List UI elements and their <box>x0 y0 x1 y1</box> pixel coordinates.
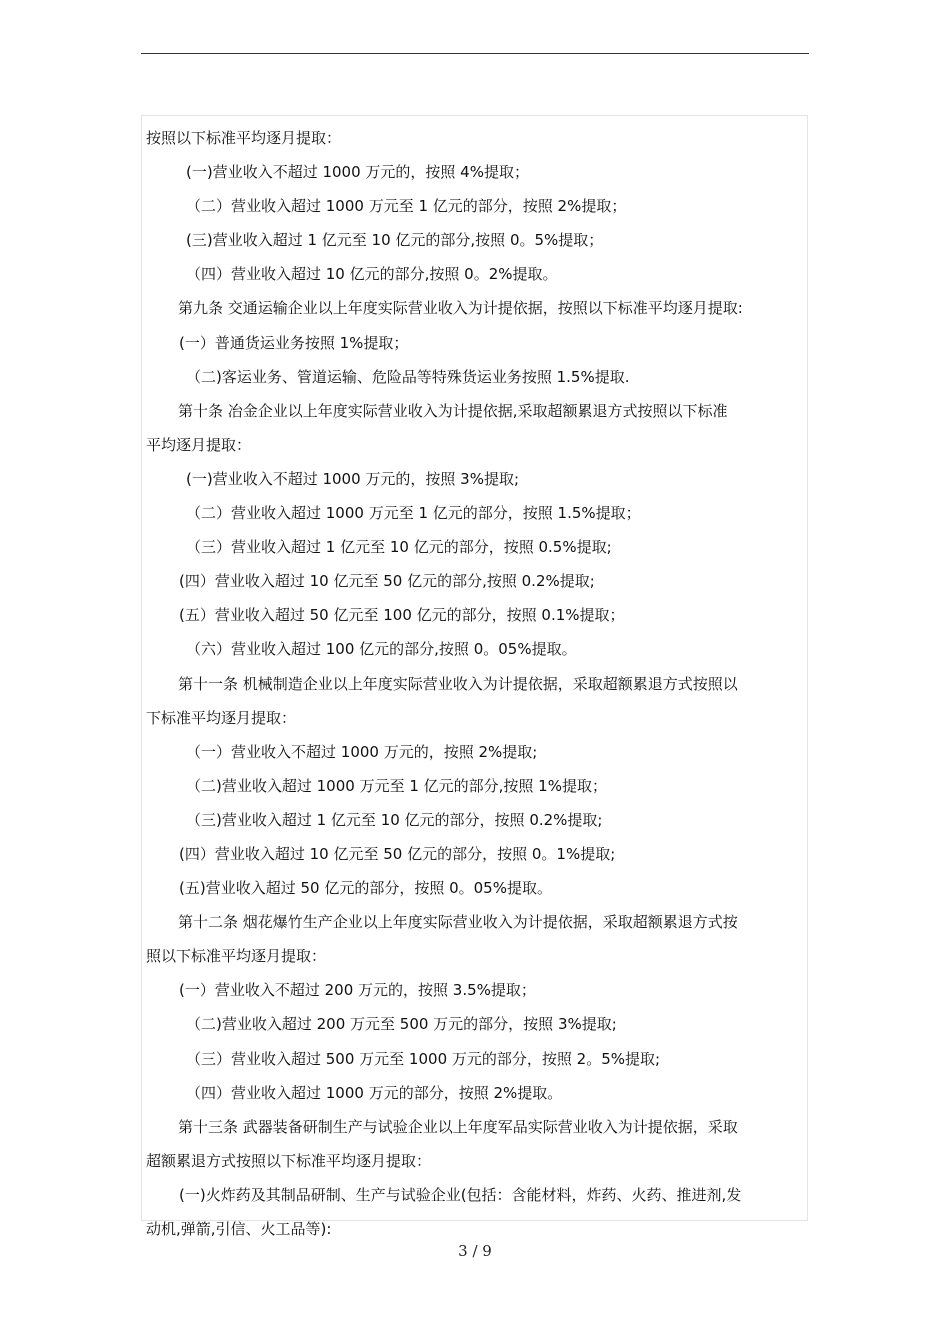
text-line: 动机,弹箭,引信、火工品等): <box>146 1220 332 1238</box>
text-line: （四）营业收入超过 10 亿元的部分,按照 0。2%提取。 <box>186 265 558 284</box>
article-heading-line: 第十条 冶金企业以上年度实际营业收入为计提依据,采取超额累退方式按照以下标准 <box>178 401 728 420</box>
article-heading-line: 第十一条 机械制造企业以上年度实际营业收入为计提依据，采取超额累退方式按照以 <box>178 674 738 693</box>
header-rule <box>141 53 809 54</box>
text-line: （六）营业收入超过 100 亿元的部分,按照 0。05%提取。 <box>186 640 577 659</box>
text-line: 平均逐月提取： <box>146 435 252 454</box>
text-line: （二)营业收入超过 1000 万元至 1 亿元的部分,按照 1%提取； <box>186 776 607 795</box>
text-line: 照以下标准平均逐月提取： <box>146 947 327 966</box>
text-line: 下标准平均逐月提取： <box>146 708 297 727</box>
text-line: (一）普通货运业务按照 1%提取； <box>179 333 409 352</box>
text-line: （二）营业收入超过 1000 万元至 1 亿元的部分，按照 1.5%提取； <box>186 504 641 523</box>
text-line: （二）营业收入超过 1000 万元至 1 亿元的部分，按照 2%提取； <box>186 197 627 216</box>
text-line: (一)火炸药及其制品研制、生产与试验企业(包括：含能材料，炸药、火药、推进剂,发 <box>179 1185 742 1204</box>
text-line: (三)营业收入超过 1 亿元至 10 亿元的部分,按照 0。5%提取； <box>186 231 604 250</box>
text-line: (四）营业收入超过 10 亿元至 50 亿元的部分，按照 0。1%提取; <box>179 844 616 863</box>
page-number: 3 / 9 <box>458 1242 492 1260</box>
text-line: (一)营业收入不超过 1000 万元的，按照 3%提取; <box>186 469 520 488</box>
document-body <box>146 121 810 1246</box>
article-heading-line: 第十二条 烟花爆竹生产企业以上年度实际营业收入为计提依据，采取超额累退方式按 <box>178 913 738 932</box>
text-line: （三）营业收入超过 500 万元至 1000 万元的部分，按照 2。5%提取; <box>186 1049 661 1068</box>
text-line: （四）营业收入超过 1000 万元的部分，按照 2%提取。 <box>186 1083 563 1102</box>
text-line: (一）营业收入不超过 200 万元的，按照 3.5%提取； <box>179 981 536 1000</box>
text-line: 按照以下标准平均逐月提取： <box>146 129 342 147</box>
text-line: （三）营业收入超过 1 亿元至 10 亿元的部分，按照 0.5%提取; <box>186 538 612 557</box>
text-line: （三)营业收入超过 1 亿元至 10 亿元的部分，按照 0.2%提取; <box>186 810 603 829</box>
text-line: (四）营业收入超过 10 亿元至 50 亿元的部分,按照 0.2%提取; <box>179 572 595 591</box>
text-line: (五）营业收入超过 50 亿元至 100 亿元的部分，按照 0.1%提取； <box>179 606 625 625</box>
text-line: （二)营业收入超过 200 万元至 500 万元的部分，按照 3%提取; <box>186 1015 617 1034</box>
text-line: 超额累退方式按照以下标准平均逐月提取： <box>146 1151 432 1170</box>
article-heading-line: 第九条 交通运输企业以上年度实际营业收入为计提依据，按照以下标准平均逐月提取: <box>178 299 743 318</box>
article-heading-line: 第十三条 武器装备研制生产与试验企业以上年度军品实际营业收入为计提依据，采取 <box>178 1117 738 1136</box>
text-line: （二)客运业务、管道运输、危险品等特殊货运业务按照 1.5%提取. <box>186 367 630 386</box>
text-line: (五)营业收入超过 50 亿元的部分，按照 0。05%提取。 <box>179 879 552 898</box>
text-line: （一）营业收入不超过 1000 万元的，按照 2%提取; <box>186 742 538 761</box>
text-line: (一)营业收入不超过 1000 万元的，按照 4%提取； <box>186 163 529 182</box>
